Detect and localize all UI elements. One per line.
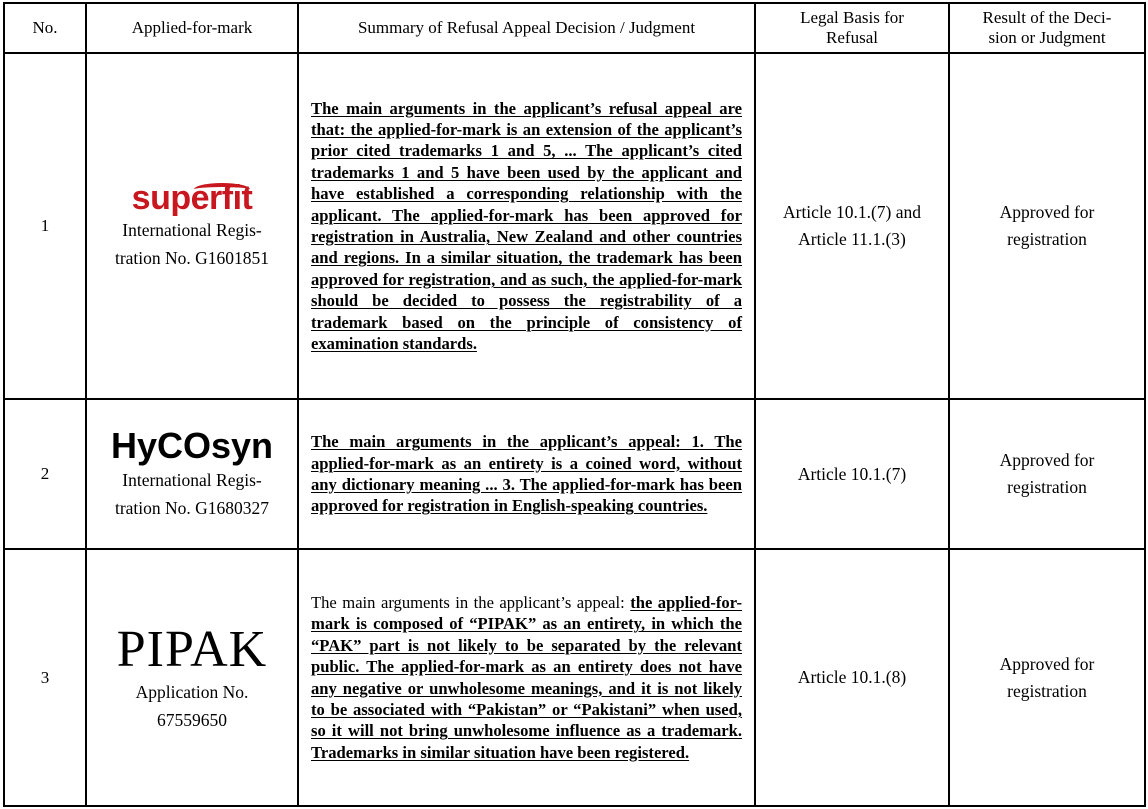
header-mark: Applied-for-mark <box>86 3 298 53</box>
mark-cell <box>86 53 298 399</box>
summary-text <box>311 431 742 517</box>
row-number: 2 <box>4 399 86 549</box>
pipak-logo: PIPAK <box>116 620 268 678</box>
row-number: 1 <box>4 53 86 399</box>
result-line2: registration <box>1007 229 1087 249</box>
summary-bold: The main arguments in the applicant’s appeal: 1. The applied-for-mark as an entirety is a coined word, without any dictionary meaning ... 3. The applied-for-mark has been approved for registration in English-speaking countries. <box>311 432 742 516</box>
result-line2: registration <box>1007 477 1087 497</box>
summary-text <box>311 592 742 763</box>
summary-text <box>311 98 742 355</box>
summary-plain: The main arguments in the applicant’s appeal: <box>311 592 631 612</box>
application-line2: 67559650 <box>157 709 227 730</box>
summary-bold: The main arguments in the applicant’s refusal appeal are that: the applied-for-mark is an extension of the applicant’s prior cited trademarks 1 and 5, ... The applicant’s cited trademarks 1 and 5 have been used by the applicant and have established a corresponding relationship with the applicant. The applied-for-mark has been approved for registration in Australia, New Zealand and other countries and regions. In a similar situation, the trademark has been approved for registration, and as such, the applied-for-mark should be decided to possess the registrability of a trademark based on the principle of consistency of examination standards. <box>311 98 742 354</box>
superfit-logo-arc <box>194 183 250 196</box>
header-result-line2: sion or Judgment <box>988 28 1106 47</box>
superfit-logo-text: superfit <box>131 179 253 217</box>
legal-basis-line1: Article 10.1.(8) <box>797 667 907 687</box>
registration-line1: International Regis- <box>122 220 262 240</box>
mark-cell <box>86 399 298 549</box>
header-legal-basis <box>755 3 949 53</box>
header-legal-basis-line2: Refusal <box>826 28 878 47</box>
refusal-appeal-table <box>3 2 1146 807</box>
registration-line1: International Regis- <box>122 470 262 490</box>
superfit-logo <box>132 180 253 216</box>
result-line2: registration <box>1007 680 1087 701</box>
table-row <box>4 53 1145 399</box>
header-result <box>949 3 1145 53</box>
summary-cell <box>298 399 755 549</box>
registration-line2: tration No. G1601851 <box>114 248 270 268</box>
header-no: No. <box>4 3 86 53</box>
table-row <box>4 549 1145 806</box>
result-line1: Approved for <box>999 202 1095 222</box>
summary-cell <box>298 53 755 399</box>
header-legal-basis-line1: Legal Basis for <box>800 8 904 27</box>
table-row <box>4 399 1145 549</box>
legal-basis-cell <box>755 53 949 399</box>
legal-basis-line2: Article 11.1.(3) <box>798 229 906 249</box>
result-line1: Approved for <box>999 653 1095 674</box>
header-summary: Summary of Refusal Appeal Decision / Judgment <box>298 3 755 53</box>
legal-basis-cell <box>755 549 949 806</box>
registration-line2: tration No. G1680327 <box>114 498 270 518</box>
result-cell <box>949 549 1145 806</box>
mark-cell <box>86 549 298 806</box>
legal-basis-cell <box>755 399 949 549</box>
legal-basis-line1: Article 10.1.(7) <box>797 463 907 484</box>
hycosyn-logo: HyCOsyn <box>110 425 274 466</box>
result-cell <box>949 399 1145 549</box>
result-cell <box>949 53 1145 399</box>
legal-basis-line1: Article 10.1.(7) and <box>782 202 921 222</box>
summary-cell <box>298 549 755 806</box>
summary-bold: the applied-for-mark is composed of “PIPAK” as an entirety, in which the “PAK” part is not likely to be separated by the relevant public. The applied-for-mark as an entirety does not have any negative or unwholesome meanings, and it is not likely to be associated with “Pakistan” or “Pakistani” when used, so it will not bring unwholesome influence as a trademark. Trademarks in similar situation have been registered. <box>311 592 743 762</box>
row-number: 3 <box>4 549 86 806</box>
application-line1: Application No. <box>135 681 249 702</box>
header-row <box>4 3 1145 53</box>
result-line1: Approved for <box>999 450 1095 470</box>
header-result-line1: Result of the Deci- <box>982 8 1112 27</box>
